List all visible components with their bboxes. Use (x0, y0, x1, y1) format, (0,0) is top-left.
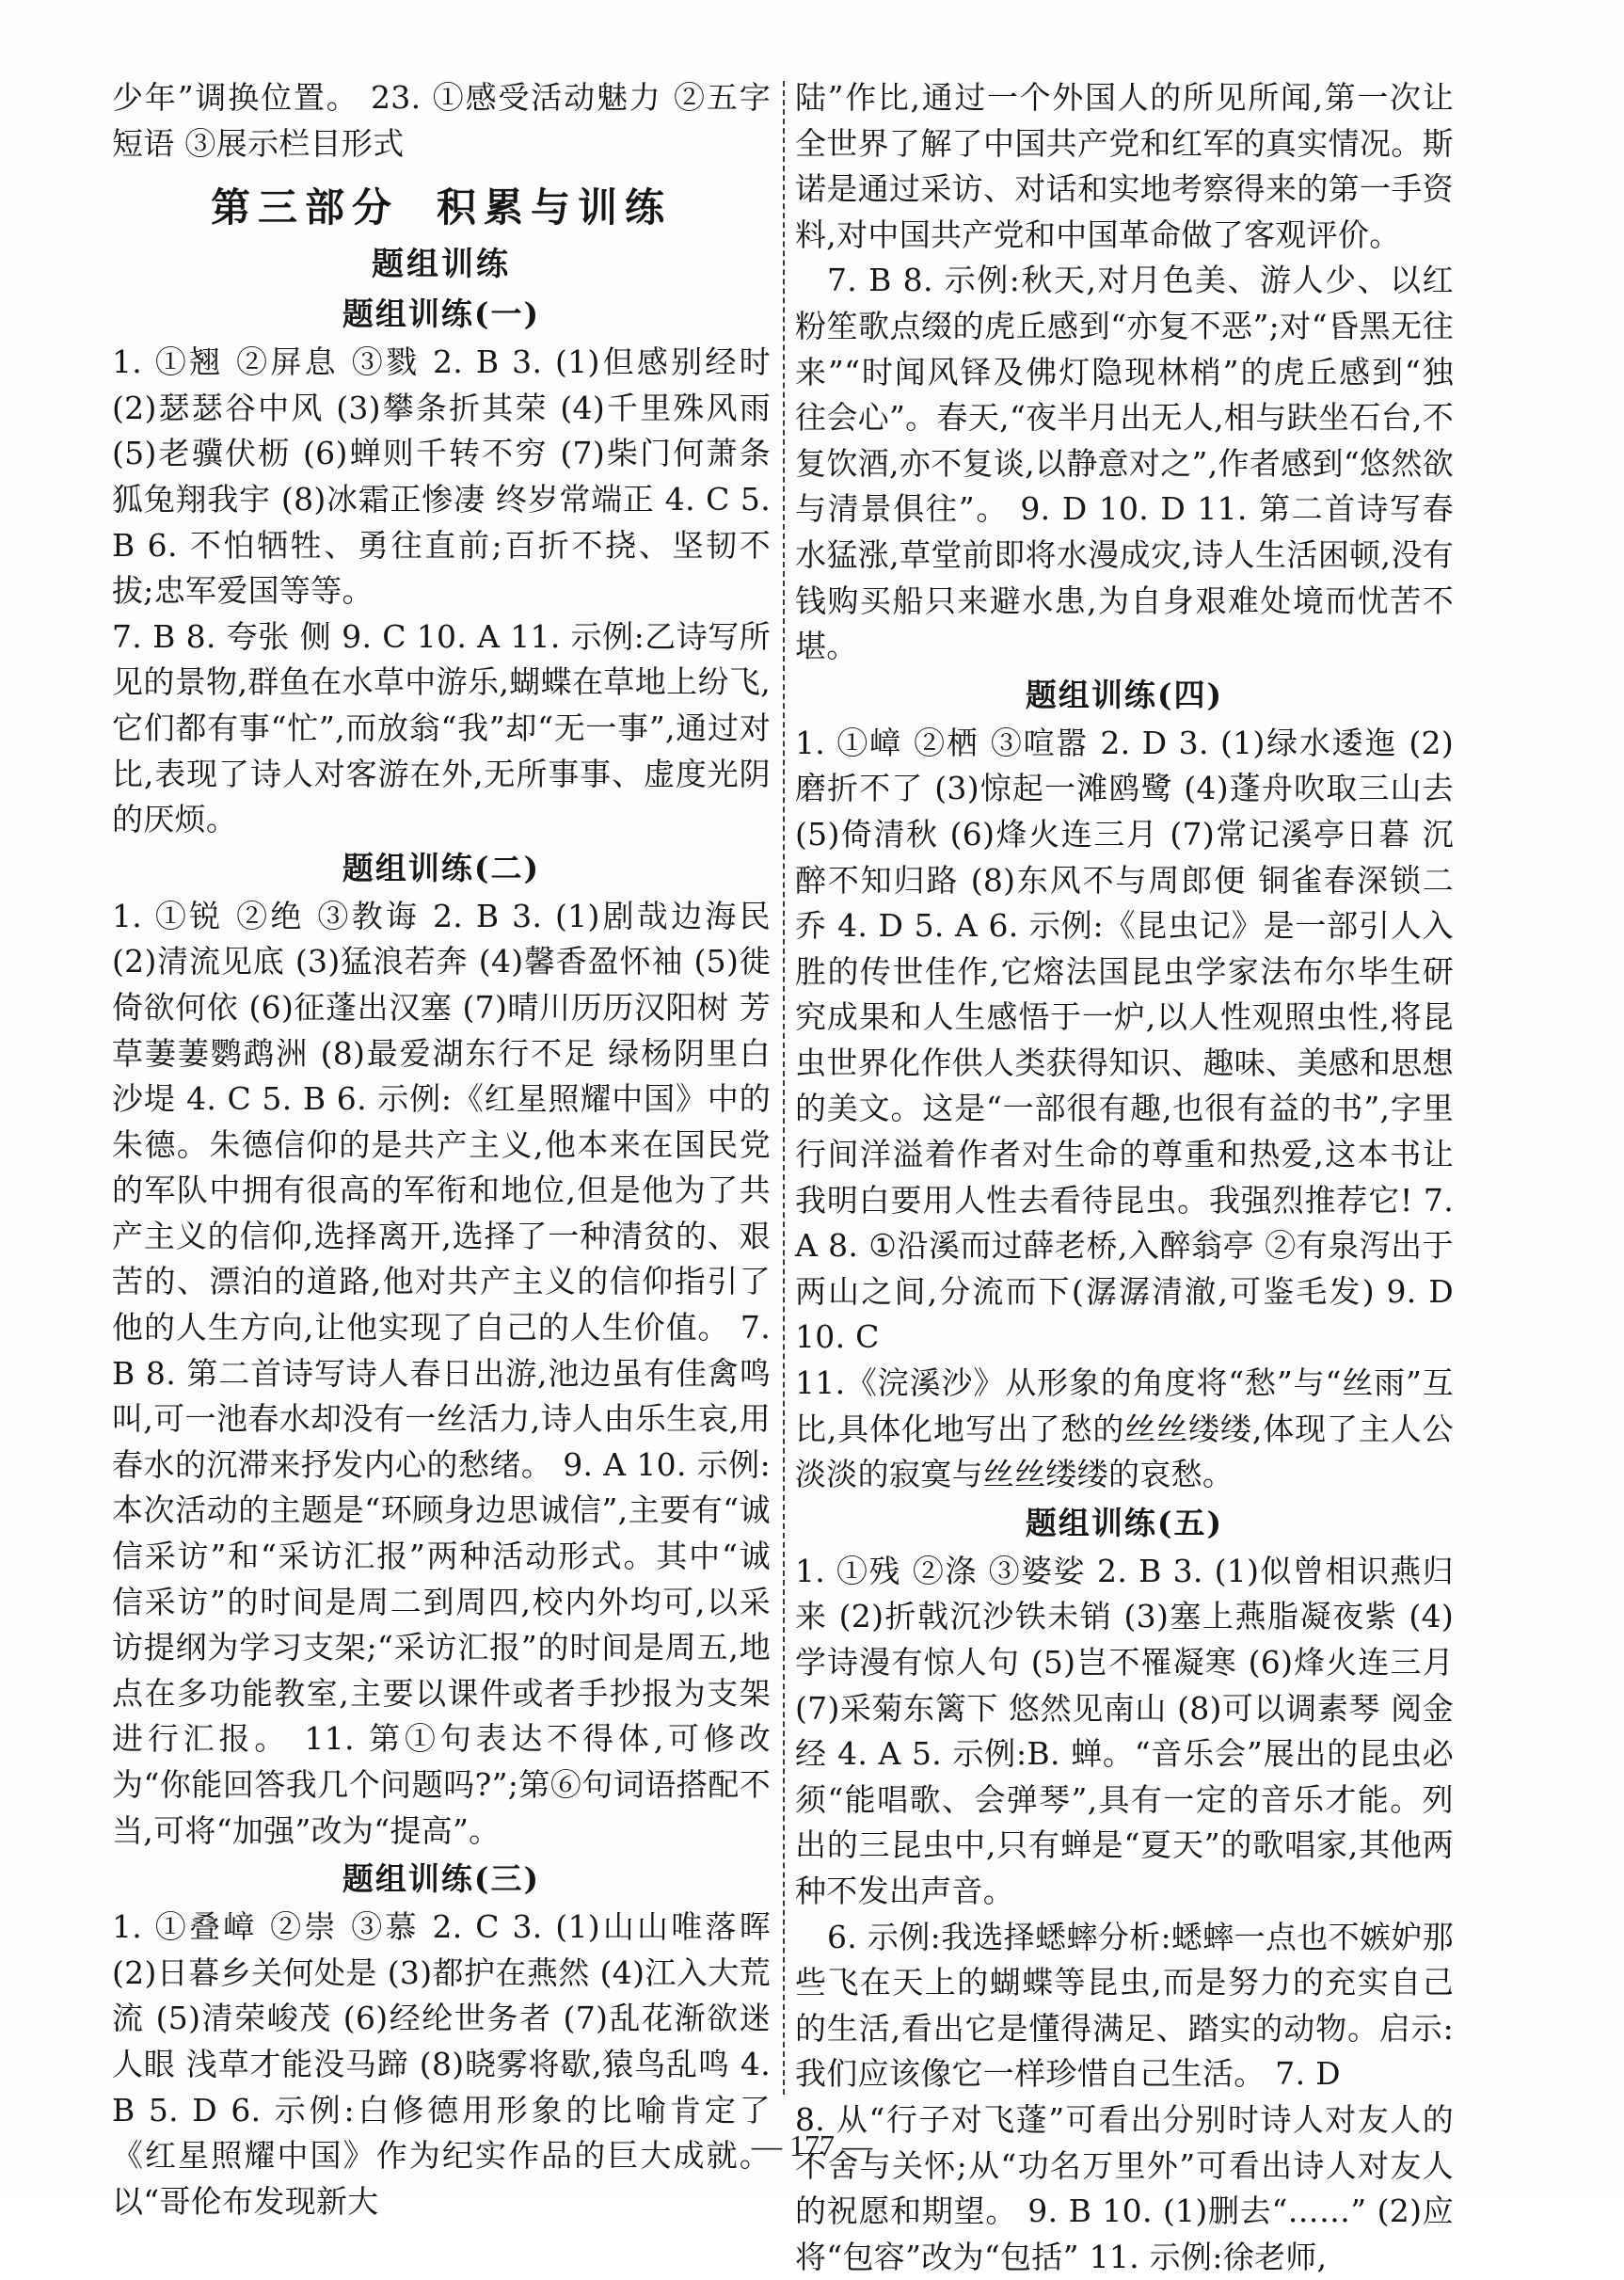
set3-answers-cont: 7. B 8. 示例:秋天,对月色美、游人少、以红粉笙歌点缀的虎丘感到“亦复不恶”;对“昏黑无往来”“时闻风铎及佛灯隐现林梢”的虎丘感到“独往会心”。春天,“夜半月出无人,相与趺坐石台,不复饮酒,亦不复谈,以静意对之”,作者感到“悠然欲与清景俱往”。 9. D 10. D 11. 第二首诗写春水猛涨,草堂前即将水漫成灾,诗人生活困顿,没有钱购买船只来避水患,为自身艰难处境而忧苦不堪。 (795, 262, 1454, 665)
set2-title: 题组训练(二) (342, 849, 541, 886)
set1-answers-cont: 7. B 8. 夸张 侧 9. C 10. A 11. 示例:乙诗写所见的景物,群鱼在水草中游乐,蝴蝶在草地上纷飞,它们都有事“忙”,而放翁“我”却“无一事”,通过对比,表现了诗人对客游在外,无所事事、虚度光阴的厌烦。 (112, 617, 771, 838)
set4-answers: 1. ①嶂 ②栖 ③喧嚣 2. D 3. (1)绿水逶迤 (2)磨折不了 (3)惊起一滩鸥鹭 (4)蓬舟吹取三山去 (5)倚清秋 (6)烽火连三月 (7)常记溪亭日暮 沉醉不知归路 (8)东风不与周郎便 铜雀春深锁二乔 4. D 5. A 6. 示例:《昆虫记》是一部引人入胜的传世佳作,它熔法国昆虫学家法布尔毕生研究成果和人生感悟于一炉,以人性观照虫性,将昆虫世界化作供人类获得知识、趣味、美感和思想的美文。这是“一部很有趣,也很有益的书”,字里行间洋溢着作者对生命的尊重和热爱,这本书让我明白要用人性去看待昆虫。我强烈推荐它! 7. A 8. ①沿溪而过薛老桥,入醉翁亭 ②有泉泻出于两山之间,分流而下(潺潺清澈,可鉴毛发) 9. D 10. C (795, 724, 1454, 1356)
part-title (112, 180, 771, 236)
part-title-number: 第三部分 (210, 184, 399, 231)
set4-answers-cont: 11.《浣溪沙》从形象的角度将“愁”与“丝雨”互比,具体化地写出了愁的丝丝缕缕,体现了主人公淡淡的寂寞与丝丝缕缕的哀愁。 (795, 1364, 1454, 1493)
right-column (795, 75, 1454, 2280)
set5-answers-cont: 6. 示例:我选择蟋蟀分析:蟋蟀一点也不嫉妒那些飞在天上的蝴蝶等昆虫,而是努力的充实自己的生活,看出它是懂得满足、踏实的动物。启示:我们应该像它一样珍惜自己生活。 7. D (795, 1918, 1454, 2093)
set2-answers: 1. ①锐 ②绝 ③教诲 2. B 3. (1)剧哉边海民 (2)清流见底 (3)猛浪若奔 (4)馨香盈怀袖 (5)徙倚欲何依 (6)征蓬出汉塞 (7)晴川历历汉阳树 芳草萋萋鹦鹉洲 (8)最爱湖东行不足 绿杨阴里白沙堤 4. C 5. B 6. 示例:《红星照耀中国》中的朱德。朱德信仰的是共产主义,他本来在国民党的军队中拥有很高的军衔和地位,但是他为了共产主义的信仰,选择离开,选择了一种清贫的、艰苦的、漂泊的道路,他对共产主义的信仰指引了他的人生方向,让他实现了自己的人生价值。 7. B 8. 第二首诗写诗人春日出游,池边虽有佳禽鸣叫,可一池春水却没有一丝活力,诗人由乐生哀,用春水的沉滞来抒发内心的愁绪。 9. A 10. 示例:本次活动的主题是“环顾身边思诚信”,主要有“诚信采访”和“采访汇报”两种活动形式。其中“诚信采访”的时间是周二到周四,校内外均可,以采访提纲为学习支架;“采访汇报”的时间是周五,地点在多功能教室,主要以课件或者手抄报为支架进行汇报。 11. 第①句表达不得体,可修改为“你能回答我几个问题吗?”;第⑥句词语搭配不当,可将“加强”改为“提高”。 (112, 897, 771, 1849)
set5-answers: 1. ①残 ②涤 ③婆娑 2. B 3. (1)似曾相识燕归来 (2)折戟沉沙铁未销 (3)塞上燕脂凝夜紫 (4)学诗漫有惊人句 (5)岂不罹凝寒 (6)烽火连三月 (7)采菊东篱下 悠然见南山 (8)可以调素琴 阅金经 4. A 5. 示例:B. 蝉。“音乐会”展出的昆虫必须“能唱歌、会弹琴”,具有一定的音乐才能。列出的三昆虫中,只有蝉是“夏天”的歌唱家,其他两种不发出声音。 (795, 1552, 1454, 1909)
set4-title: 题组训练(四) (1025, 676, 1224, 713)
part-title-text: 积累与训练 (437, 184, 673, 231)
set5-title: 题组训练(五) (1025, 1504, 1224, 1541)
column-divider (783, 81, 785, 2095)
continued-paragraph: 陆”作比,通过一个外国人的所见所闻,第一次让全世界了解了中国共产党和红军的真实情况。斯诺是通过采访、对话和实地考察得来的第一手资料,对中国共产党和中国革命做了客观评价。 (795, 79, 1454, 253)
page-number: — 177 — (752, 2129, 872, 2162)
set5-answers-end: 8. 从“行子对飞蓬”可看出分别时诗人对友人的不舍与关怀;从“功名万里外”可看出诗人对友人的祝愿和期望。 9. B 10. (1)删去“……” (2)应将“包容”改为“包括” 11. 示例:徐老师, (795, 2100, 1454, 2275)
set1-answers: 1. ①翘 ②屏息 ③戮 2. B 3. (1)但感别经时 (2)瑟瑟谷中风 (3)攀条折其荣 (4)千里殊风雨 (5)老骥伏枥 (6)蝉则千转不穷 (7)柴门何萧条 狐兔翔我宇 (8)冰霜正惨凄 终岁常端正 4. C 5. B 6. 不怕牺牲、勇往直前;百折不挠、坚韧不拔;忠军爱国等等。 (112, 343, 771, 610)
left-column (112, 75, 771, 2224)
carryover-paragraph: 少年”调换位置。 23. ①感受活动魅力 ②五字短语 ③展示栏目形式 (112, 79, 771, 162)
set3-answers: 1. ①叠嶂 ②崇 ③慕 2. C 3. (1)山山唯落晖 (2)日暮乡关何处是 (3)都护在燕然 (4)江入大荒流 (5)清荣峻茂 (6)经纶世务者 (7)乱花渐欲迷人眼 浅草才能没马蹄 (8)晓雾将歇,猿鸟乱鸣 4. B 5. D 6. 示例:白修德用形象的比喻肯定了《红星照耀中国》作为纪实作品的巨大成就。以“哥伦布发现新大 (112, 1908, 771, 2220)
section-title: 题组训练 (372, 246, 511, 284)
set1-title: 题组训练(一) (342, 295, 541, 333)
set3-title: 题组训练(三) (342, 1860, 541, 1898)
